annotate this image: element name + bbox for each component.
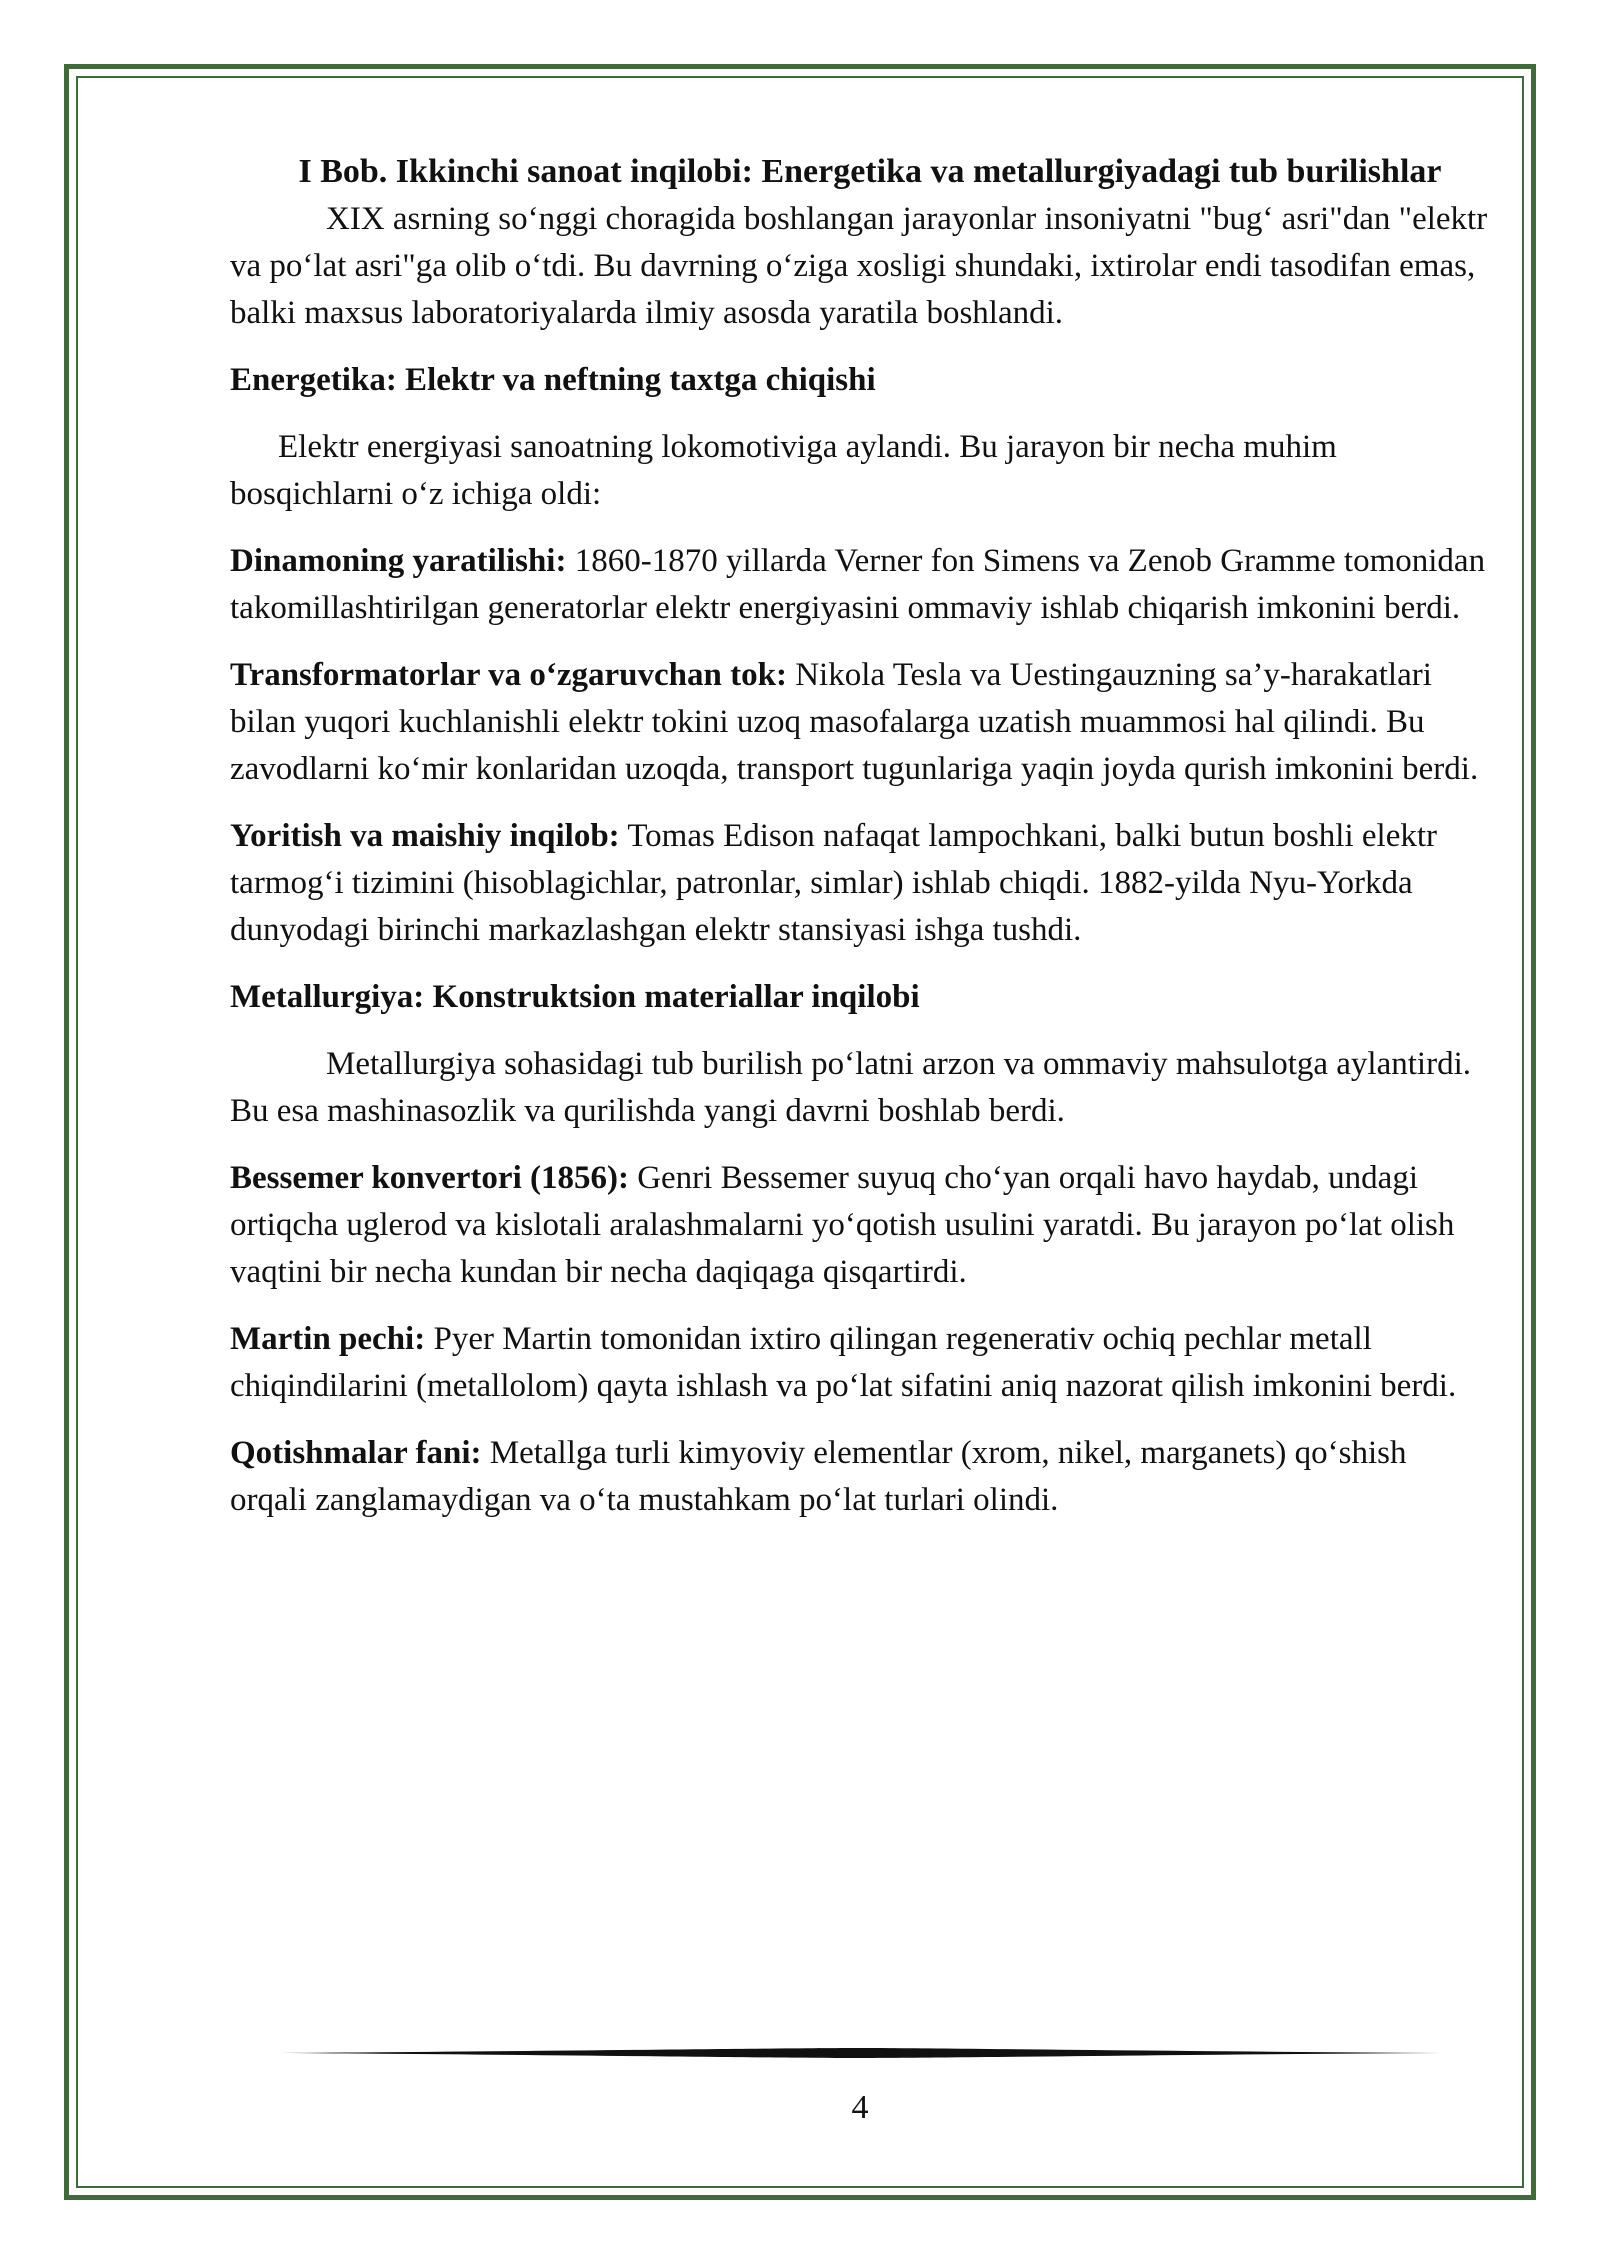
item-text: 1860-1870 yillarda Verner fon Simens va Zenob Gramme tomonidan takomillashtirilgan generatorlar elektr energiyasini ommaviy ishlab chiqarish imkonini berdi. (230, 543, 1486, 626)
intro-paragraph: XIX asrning so‘nggi choragida boshlangan jarayonlar insoniyatni "bug‘ asri"dan "elektr va po‘lat asri"ga olib o‘tdi. Bu davrning o‘ziga xosligi shundaki, ixtirolar endi tasodifan emas, balki maxsus laboratoriyalarda ilmiy asosda yaratila boshlandi. (230, 201, 1488, 331)
list-item (230, 1430, 1490, 1524)
list-item (230, 1155, 1490, 1296)
section-intro-energetika: Elektr energiyasi sanoatning lokomotiviga aylandi. Bu jarayon bir necha muhim bosqichlarni o‘z ichiga oldi: (230, 429, 1337, 512)
item-lead: Bessemer konvertori (1856): (230, 1160, 629, 1196)
item-lead: Martin pechi: (230, 1321, 426, 1357)
chapter-title: I Bob. Ikkinchi sanoat inqilobi: Energetika va metallurgiyadagi tub burilishlar (298, 153, 1442, 190)
item-text: Genri Bessemer suyuq cho‘yan orqali havo haydab, undagi ortiqcha uglerod va kislotali aralashmalarni yo‘qotish usulini yaratdi. Bu jarayon po‘lat olish vaqtini bir necha kundan bir necha daqiqaga qisqartirdi. (230, 1160, 1455, 1290)
section-heading-energetika: Energetika: Elektr va neftning taxtga chiqishi (230, 362, 876, 398)
list-item (230, 538, 1490, 632)
document-body (230, 150, 1490, 1544)
section-intro-metallurgiya: Metallurgiya sohasidagi tub burilish po‘latni arzon va ommaviy mahsulotga aylantirdi. Bu esa mashinasozlik va qurilishda yangi davrni boshlab berdi. (230, 1046, 1471, 1129)
item-text: Tomas Edison nafaqat lampochkani, balki butun boshli elektr tarmog‘i tizimini (hisoblagichlar, patronlar, simlar) ishlab chiqdi. 1882-yilda Nyu-Yorkda dunyodagi birinchi markazlashgan elektr stansiyasi ishga tushdi. (230, 818, 1438, 948)
item-lead: Transformatorlar va o‘zgaruvchan tok: (230, 657, 787, 693)
page-number: 4 (851, 2089, 869, 2126)
section-heading-metallurgiya: Metallurgiya: Konstruktsion materiallar inqilobi (230, 979, 920, 1015)
item-text: Nikola Tesla va Uestingauzning sa’y-harakatlari bilan yuqori kuchlanishli elektr tokini uzoq masofalarga uzatish muammosi hal qilindi. Bu zavodlarni ko‘mir konlaridan uzoqda, transport tugunlariga yaqin joyda qurish imkonini berdi. (230, 657, 1479, 787)
item-lead: Yoritish va maishiy inqilob: (230, 818, 620, 854)
item-text: Metallga turli kimyoviy elementlar (xrom, nikel, marganets) qo‘shish orqali zanglamaydigan va o‘ta mustahkam po‘lat turlari olindi. (230, 1435, 1407, 1518)
list-item (230, 652, 1490, 793)
item-text: Pyer Martin tomonidan ixtiro qilingan regenerativ ochiq pechlar metall chiqindilarini (metallolom) qayta ishlash va po‘lat sifatini aniq nazorat qilish imkonini berdi. (230, 1321, 1457, 1404)
item-lead: Qotishmalar fani: (230, 1435, 482, 1471)
item-lead: Dinamoning yaratilishi: (230, 543, 567, 579)
list-item (230, 813, 1490, 954)
footer-divider (280, 2046, 1440, 2060)
list-item (230, 1316, 1490, 1410)
